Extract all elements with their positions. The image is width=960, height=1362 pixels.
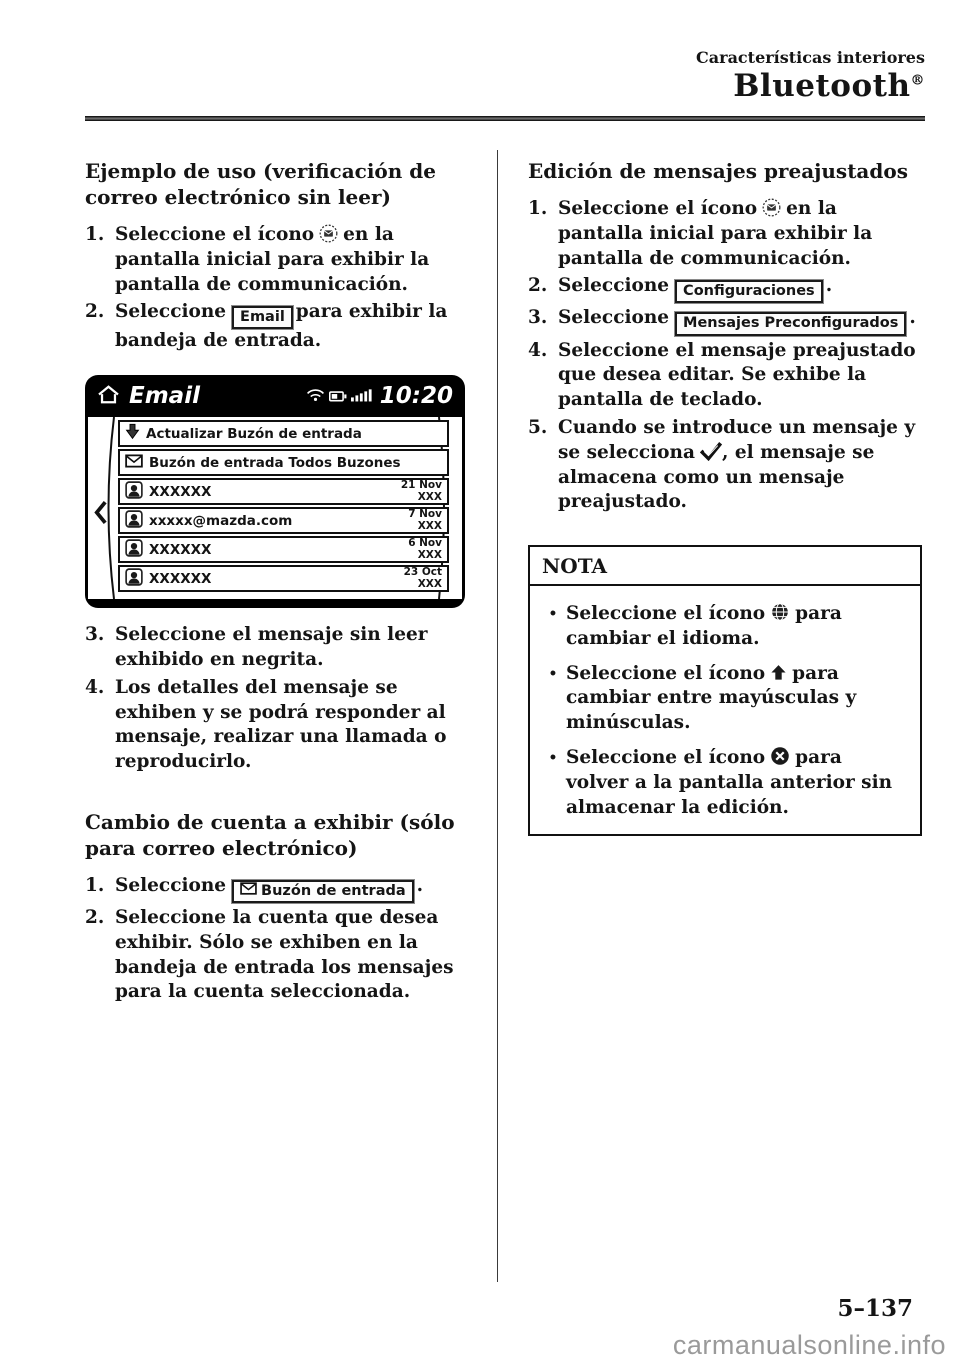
step-text bbox=[558, 306, 922, 335]
mailbox-row bbox=[118, 449, 449, 476]
globe-icon bbox=[770, 602, 790, 622]
button-label: Configuraciones bbox=[683, 283, 815, 300]
bullet bbox=[540, 602, 566, 652]
step-text bbox=[558, 197, 922, 271]
wifi-icon bbox=[306, 387, 325, 406]
message-date bbox=[390, 538, 442, 561]
button-label: Email bbox=[240, 309, 285, 326]
message-date bbox=[390, 480, 442, 503]
step-number: 1. bbox=[85, 874, 105, 896]
shift-icon bbox=[770, 663, 787, 682]
message-row bbox=[118, 478, 449, 505]
step-text bbox=[115, 300, 475, 354]
step-number: 3. bbox=[528, 307, 548, 329]
date: 23 Oct bbox=[403, 566, 442, 579]
preset-messages-button-depiction bbox=[675, 312, 906, 335]
step-number: 4. bbox=[528, 339, 548, 361]
date: 21 Nov bbox=[400, 479, 442, 492]
note-box bbox=[528, 545, 922, 836]
step-text bbox=[558, 416, 922, 515]
inbox-button-depiction bbox=[232, 880, 414, 903]
left-column bbox=[85, 158, 475, 1008]
note-item-case bbox=[540, 662, 906, 736]
section-kicker: Características interiores bbox=[696, 48, 925, 67]
watermark: carmanualsonline.info bbox=[672, 1330, 946, 1360]
page-title bbox=[733, 68, 925, 104]
account-steps bbox=[85, 874, 475, 1005]
message-sender: XXXXXX bbox=[149, 570, 212, 587]
note-text-pre: Seleccione el ícono bbox=[566, 746, 766, 768]
right-column bbox=[528, 158, 922, 836]
check-icon bbox=[700, 442, 722, 461]
step-text bbox=[115, 874, 475, 903]
message-date bbox=[390, 509, 442, 532]
person-icon bbox=[125, 539, 143, 561]
time: XXX bbox=[417, 519, 442, 532]
step-text-pre: Seleccione bbox=[115, 301, 227, 323]
step-number: 3. bbox=[85, 624, 105, 646]
button-label: Mensajes Preconfigurados bbox=[683, 315, 899, 332]
preset-step-1 bbox=[528, 197, 922, 271]
message-sender: xxxxx@mazda.com bbox=[149, 512, 293, 529]
note-text bbox=[566, 662, 906, 736]
preset-step-4 bbox=[528, 339, 922, 413]
step-text bbox=[558, 274, 922, 303]
step-number: 1. bbox=[85, 224, 105, 245]
message-row bbox=[118, 507, 449, 534]
step-text-pre: Seleccione bbox=[558, 275, 670, 297]
note-item-cancel bbox=[540, 746, 906, 820]
signal-bars-icon bbox=[351, 387, 372, 406]
date: 7 Nov bbox=[408, 508, 442, 521]
preset-step-2 bbox=[528, 274, 922, 303]
envelope-icon bbox=[240, 882, 257, 900]
step-number: 5. bbox=[528, 416, 548, 438]
screen-title: Email bbox=[129, 383, 200, 410]
step-text-pre: Cuando se introduce un mensaje y se selecciona bbox=[558, 416, 916, 463]
step-text-post: . bbox=[825, 275, 833, 297]
page-number: 5–137 bbox=[837, 1295, 913, 1322]
time: XXX bbox=[417, 490, 442, 503]
usage-steps-3-4 bbox=[85, 623, 475, 775]
row-label: Buzón de entrada Todos Buzones bbox=[149, 454, 401, 471]
preset-steps bbox=[528, 197, 922, 515]
note-title: NOTA bbox=[530, 547, 920, 586]
person-icon bbox=[125, 510, 143, 532]
communication-icon bbox=[319, 224, 338, 243]
step-text-pre: Seleccione bbox=[115, 874, 227, 896]
note-text bbox=[566, 746, 906, 820]
bullet bbox=[540, 746, 566, 820]
usage-step-1 bbox=[85, 223, 475, 297]
status-icons bbox=[306, 383, 453, 409]
back-chevron-icon bbox=[93, 499, 108, 530]
row-label: Actualizar Buzón de entrada bbox=[146, 425, 362, 442]
usage-steps-1-2 bbox=[85, 223, 475, 354]
down-arrow-icon bbox=[125, 423, 140, 444]
page-title-text: Bluetooth bbox=[733, 68, 911, 104]
step-text-pre: Seleccione bbox=[558, 307, 670, 329]
note-text bbox=[566, 602, 906, 652]
inbox-list bbox=[118, 420, 449, 594]
step-number: 2. bbox=[528, 275, 548, 297]
message-sender: XXXXXX bbox=[149, 483, 212, 500]
header-rule bbox=[85, 116, 925, 121]
step-text bbox=[115, 223, 475, 297]
usage-step-3 bbox=[85, 623, 475, 673]
step-text-post: . bbox=[416, 874, 424, 896]
close-circle-icon bbox=[770, 746, 790, 766]
step-text-post: en la pantalla inicial para exhibir la pantalla de communicación. bbox=[115, 224, 430, 295]
envelope-icon bbox=[125, 454, 143, 472]
message-row bbox=[118, 536, 449, 563]
note-item-language bbox=[540, 602, 906, 652]
refresh-inbox-row bbox=[118, 420, 449, 447]
usage-step-4 bbox=[85, 676, 475, 775]
step-number: 2. bbox=[85, 301, 105, 323]
bullet bbox=[540, 662, 566, 736]
step-number: 1. bbox=[528, 198, 548, 219]
communication-icon bbox=[762, 198, 781, 217]
button-label: Buzón de entrada bbox=[261, 882, 406, 899]
step-text: Seleccione el mensaje preajustado que desea editar. Se exhibe la pantalla de teclado. bbox=[558, 339, 916, 411]
registered-mark: ® bbox=[910, 72, 925, 89]
email-screen-illustration bbox=[85, 375, 465, 608]
note-text-pre: Seleccione el ícono bbox=[566, 603, 766, 625]
preset-section-heading: Edición de mensajes preajustados bbox=[528, 159, 908, 183]
screen-body bbox=[88, 417, 462, 599]
message-row bbox=[118, 565, 449, 592]
home-icon bbox=[97, 385, 120, 408]
step-text-post: . bbox=[909, 307, 916, 329]
note-text-post: para volver a la pantalla anterior sin almacenar la edición. bbox=[566, 746, 893, 818]
time: XXX bbox=[417, 548, 442, 561]
time: XXX bbox=[417, 577, 442, 590]
device-battery-icon bbox=[329, 387, 347, 406]
step-text-pre: Seleccione el ícono bbox=[115, 224, 315, 245]
settings-button-depiction bbox=[675, 280, 823, 303]
screen-header bbox=[85, 375, 465, 417]
note-text-pre: Seleccione el ícono bbox=[566, 662, 766, 684]
preset-step-3 bbox=[528, 306, 922, 335]
step-text-post: en la pantalla inicial para exhibir la pantalla de communicación. bbox=[558, 198, 873, 269]
usage-section-heading: Ejemplo de uso (verificación de correo electrónico sin leer) bbox=[85, 159, 436, 209]
person-icon bbox=[125, 481, 143, 503]
message-date bbox=[390, 567, 442, 590]
step-text-pre: Seleccione el ícono bbox=[558, 198, 758, 219]
account-step-2 bbox=[85, 906, 475, 1005]
note-body bbox=[530, 586, 920, 834]
screen-clock: 10:20 bbox=[379, 383, 453, 410]
step-text: Los detalles del mensaje se exhiben y se podrá responder al mensaje, realizar una llamada o reproducirlo. bbox=[115, 676, 447, 773]
usage-step-2 bbox=[85, 300, 475, 354]
column-divider bbox=[497, 150, 498, 1282]
account-step-1 bbox=[85, 874, 475, 903]
step-number: 2. bbox=[85, 907, 105, 929]
note-text-post: para cambiar el idioma. bbox=[566, 603, 842, 649]
account-section-heading: Cambio de cuenta a exhibir (sólo para correo electrónico) bbox=[85, 809, 455, 860]
step-number: 4. bbox=[85, 676, 105, 698]
step-text: Seleccione el mensaje sin leer exhibido en negrita. bbox=[115, 624, 428, 671]
preset-step-5 bbox=[528, 416, 922, 515]
step-text-post: , el mensaje se almacena como un mensaje preajustado. bbox=[558, 441, 875, 513]
date: 6 Nov bbox=[408, 537, 442, 550]
email-button-depiction bbox=[232, 306, 293, 329]
message-sender: XXXXXX bbox=[149, 541, 212, 558]
note-text-post: para cambiar entre mayúsculas y minúsculas. bbox=[566, 662, 857, 734]
person-icon bbox=[125, 568, 143, 590]
step-text-post: para exhibir la bandeja de entrada. bbox=[115, 301, 448, 352]
step-text: Seleccione la cuenta que desea exhibir. Sólo se exhiben en la bandeja de entrada los mensajes para la cuenta seleccionada. bbox=[115, 907, 454, 1003]
